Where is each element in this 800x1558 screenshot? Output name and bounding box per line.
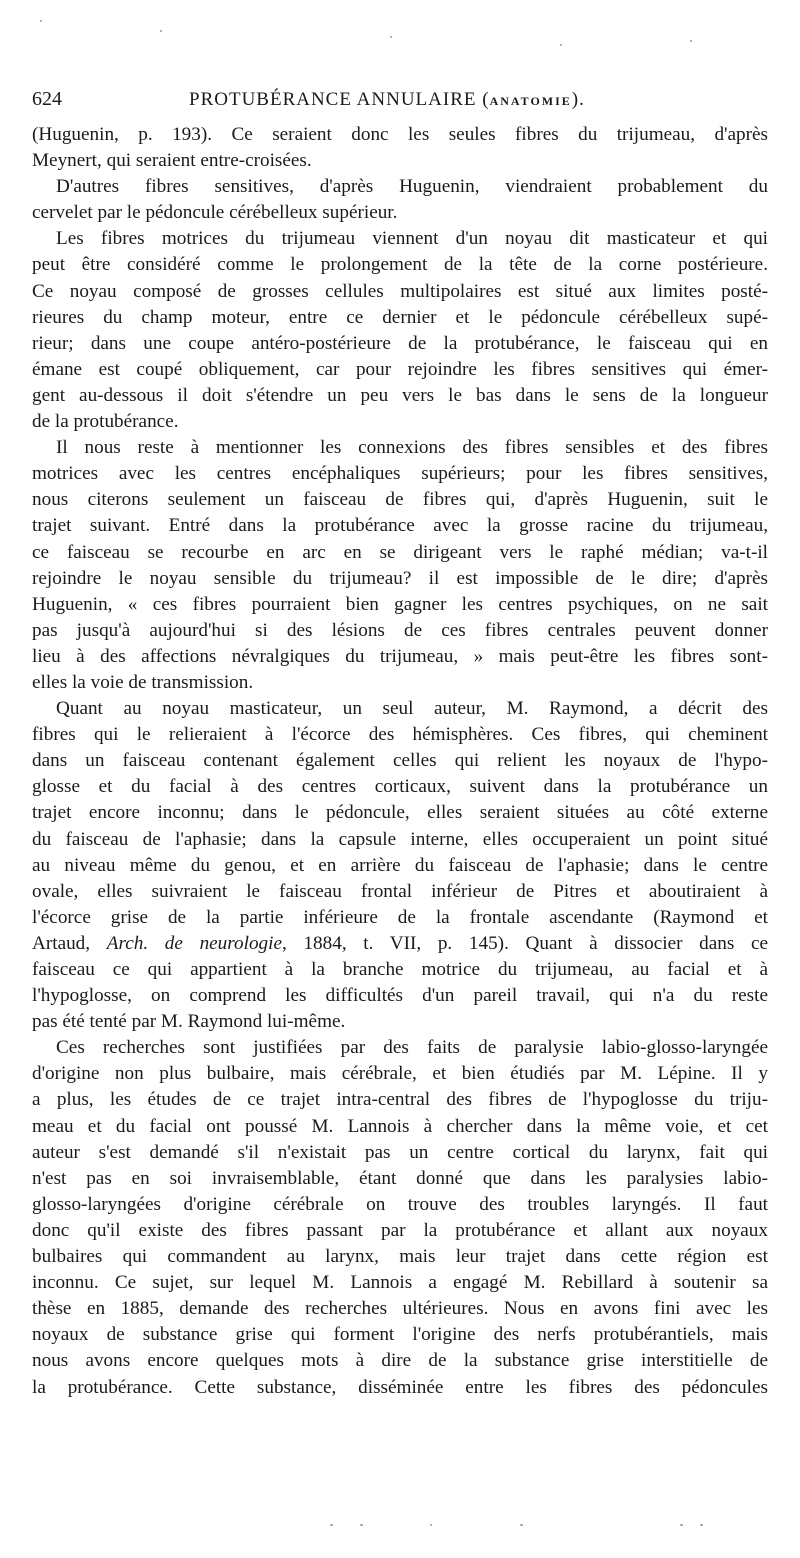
text-line: inconnu. Ce sujet, sur lequel M. Lannois a engagé M. Rebillard à soutenir sa xyxy=(32,1272,768,1294)
text-line: D'autres fibres sensitives, d'après Huguenin, viendraient probablement du xyxy=(56,176,768,198)
section-label: ANATOMIE xyxy=(489,94,572,108)
text-line: donc qu'il existe des fibres passant par la protubérance et allant aux noyaux xyxy=(32,1219,768,1241)
text-line: au niveau même du genou, et en arrière du faisceau de l'aphasie; dans le centre xyxy=(32,854,768,876)
text-line: Il nous reste à mentionner les connexions des fibres sensibles et des fibres xyxy=(56,437,768,459)
text-line: fibres qui le relieraient à l'écorce des hémisphères. Ces fibres, qui cheminent xyxy=(32,724,768,746)
text-line: elles la voie de transmission. xyxy=(32,671,254,693)
text-line: lieu à des affections névralgiques du trijumeau, » mais peut-être les fibres sont- xyxy=(32,645,768,667)
text-line: gent au-dessous il doit s'étendre un peu vers le bas dans le sens de la longueur xyxy=(32,384,768,406)
text-line: Ce noyau composé de grosses cellules multipolaires est situé aux limites posté- xyxy=(32,280,768,302)
text-line: dans un faisceau contenant également celles qui relient les noyaux de l'hypo- xyxy=(32,750,768,772)
text-line: glosse et du facial à des centres corticaux, suivent dans la protubérance un xyxy=(32,776,768,798)
text-line: Huguenin, « ces fibres pourraient bien gagner les centres psychiques, on ne sait xyxy=(32,593,768,615)
text-line: meau et du facial ont poussé M. Lannois à chercher dans la même voie, et cet xyxy=(32,1115,768,1137)
scan-speck xyxy=(390,36,392,38)
text-line: pas été tenté par M. Raymond lui-même. xyxy=(32,1011,346,1033)
text-line: l'hypoglosse, on comprend les difficultés d'un pareil travail, qui n'a du reste xyxy=(32,985,768,1007)
text-line: Quant au noyau masticateur, un seul auteur, M. Raymond, a décrit des xyxy=(56,698,768,720)
text-line: bulbaires qui commandent au larynx, mais leur trajet dans cette région est xyxy=(32,1246,768,1268)
scan-speck xyxy=(520,1524,523,1526)
text-line: Ces recherches sont justifiées par des faits de paralysie labio-glosso-laryngée xyxy=(56,1037,768,1059)
text-line: n'est pas en soi invraisemblable, étant donné que dans les paralysies labio- xyxy=(32,1167,768,1189)
text-line: rejoindre le noyau sensible du trijumeau? il est impossible de le dire; d'après xyxy=(32,567,768,589)
text-line: auteur s'est demandé s'il n'existait pas un centre cortical du larynx, fait qui xyxy=(32,1141,768,1163)
text-line: trajet encore inconnu; dans le pédoncule, elles seraient situées au côté externe xyxy=(32,802,768,824)
text-line: pas jusqu'à aujourd'hui si des lésions de ces fibres centrales peuvent donner xyxy=(32,619,768,641)
section-close: ). xyxy=(571,89,585,110)
text-line: Meynert, qui seraient entre-croisées. xyxy=(32,150,312,172)
scan-speck xyxy=(700,1524,703,1526)
text-line: de la protubérance. xyxy=(32,411,179,433)
text-line: la protubérance. Cette substance, disséminée entre les fibres des pédoncules xyxy=(32,1376,768,1398)
text-line: faisceau ce qui appartient à la branche motrice du trijumeau, au facial et à xyxy=(32,959,768,980)
text-segment: Artaud, xyxy=(32,932,107,954)
section-open: ( xyxy=(482,89,490,110)
scan-speck xyxy=(690,40,692,42)
scan-speck xyxy=(360,1524,363,1526)
running-head xyxy=(32,88,768,122)
text-line: cervelet par le pédoncule cérébelleux supérieur. xyxy=(32,202,398,224)
page-number: 624 xyxy=(32,88,62,110)
text-line: émane est coupé obliquement, car pour rejoindre les fibres sensitives qui émer- xyxy=(32,358,768,380)
text-line: peut être considéré comme le prolongement de la tête de la corne postérieure. xyxy=(32,254,768,276)
text-line: ce faisceau se recourbe en arc en se dirigeant vers le raphé médian; va-t-il xyxy=(32,541,768,563)
text-line: l'écorce grise de la partie inférieure de la frontale ascendante (Raymond et xyxy=(32,906,768,928)
scan-speck xyxy=(560,44,562,46)
scan-speck xyxy=(680,1524,683,1526)
scan-speck xyxy=(40,20,42,22)
text-line: ovale, elles suivraient le faisceau frontal inférieur de Pitres et aboutiraient à xyxy=(32,880,768,902)
text-line: nous avons encore quelques mots à dire de la substance grise interstitielle de xyxy=(32,1350,768,1372)
text-line: motrices avec les centres encéphaliques supérieurs; pour les fibres sensitives, xyxy=(32,463,768,485)
text-line: thèse en 1885, demande des recherches ultérieures. Nous en avons fini avec les xyxy=(32,1298,768,1320)
running-title xyxy=(132,89,768,111)
scan-speck xyxy=(430,1524,432,1526)
text-line: rieur; dans une coupe antéro-postérieure de la protubérance, le faisceau qui en xyxy=(32,332,768,354)
text-line: d'origine non plus bulbaire, mais cérébrale, et bien étudiés par M. Lépine. Il y xyxy=(32,1063,768,1085)
text-line: glosso-laryngées d'origine cérébrale on trouve des troubles laryngés. Il faut xyxy=(32,1193,768,1215)
text-line: nous citerons seulement un faisceau de fibres qui, d'après Huguenin, suit le xyxy=(32,489,768,511)
text-line: du faisceau de l'aphasie; dans la capsule interne, elles occuperaient un point situé xyxy=(32,828,768,850)
body-text xyxy=(32,122,768,1401)
text-line: noyaux de substance grise qui forment l'origine des nerfs protubérantiels, mais xyxy=(32,1324,768,1346)
scan-speck xyxy=(330,1524,333,1526)
text-line xyxy=(32,931,768,957)
scan-speck xyxy=(160,30,162,32)
journal-title: Arch. de neurologie xyxy=(106,932,282,954)
text-line: Les fibres motrices du trijumeau viennent d'un noyau dit masticateur et qui xyxy=(56,228,768,250)
text-line: trajet suivant. Entré dans la protubérance avec la grosse racine du trijumeau, xyxy=(32,515,768,537)
text-line: rieures du champ moteur, entre ce dernier et le pédoncule cérébelleux supé- xyxy=(32,306,768,328)
running-title-main: PROTUBÉRANCE ANNULAIRE xyxy=(189,89,477,110)
text-segment: , 1884, t. VII, p. 145). Quant à dissocier dans ce xyxy=(282,932,769,954)
book-page xyxy=(32,88,768,1401)
text-line: a plus, les études de ce trajet intra-central des fibres de l'hypoglosse du triju- xyxy=(32,1089,768,1111)
text-line: (Huguenin, p. 193). Ce seraient donc les seules fibres du trijumeau, d'après xyxy=(32,124,768,145)
